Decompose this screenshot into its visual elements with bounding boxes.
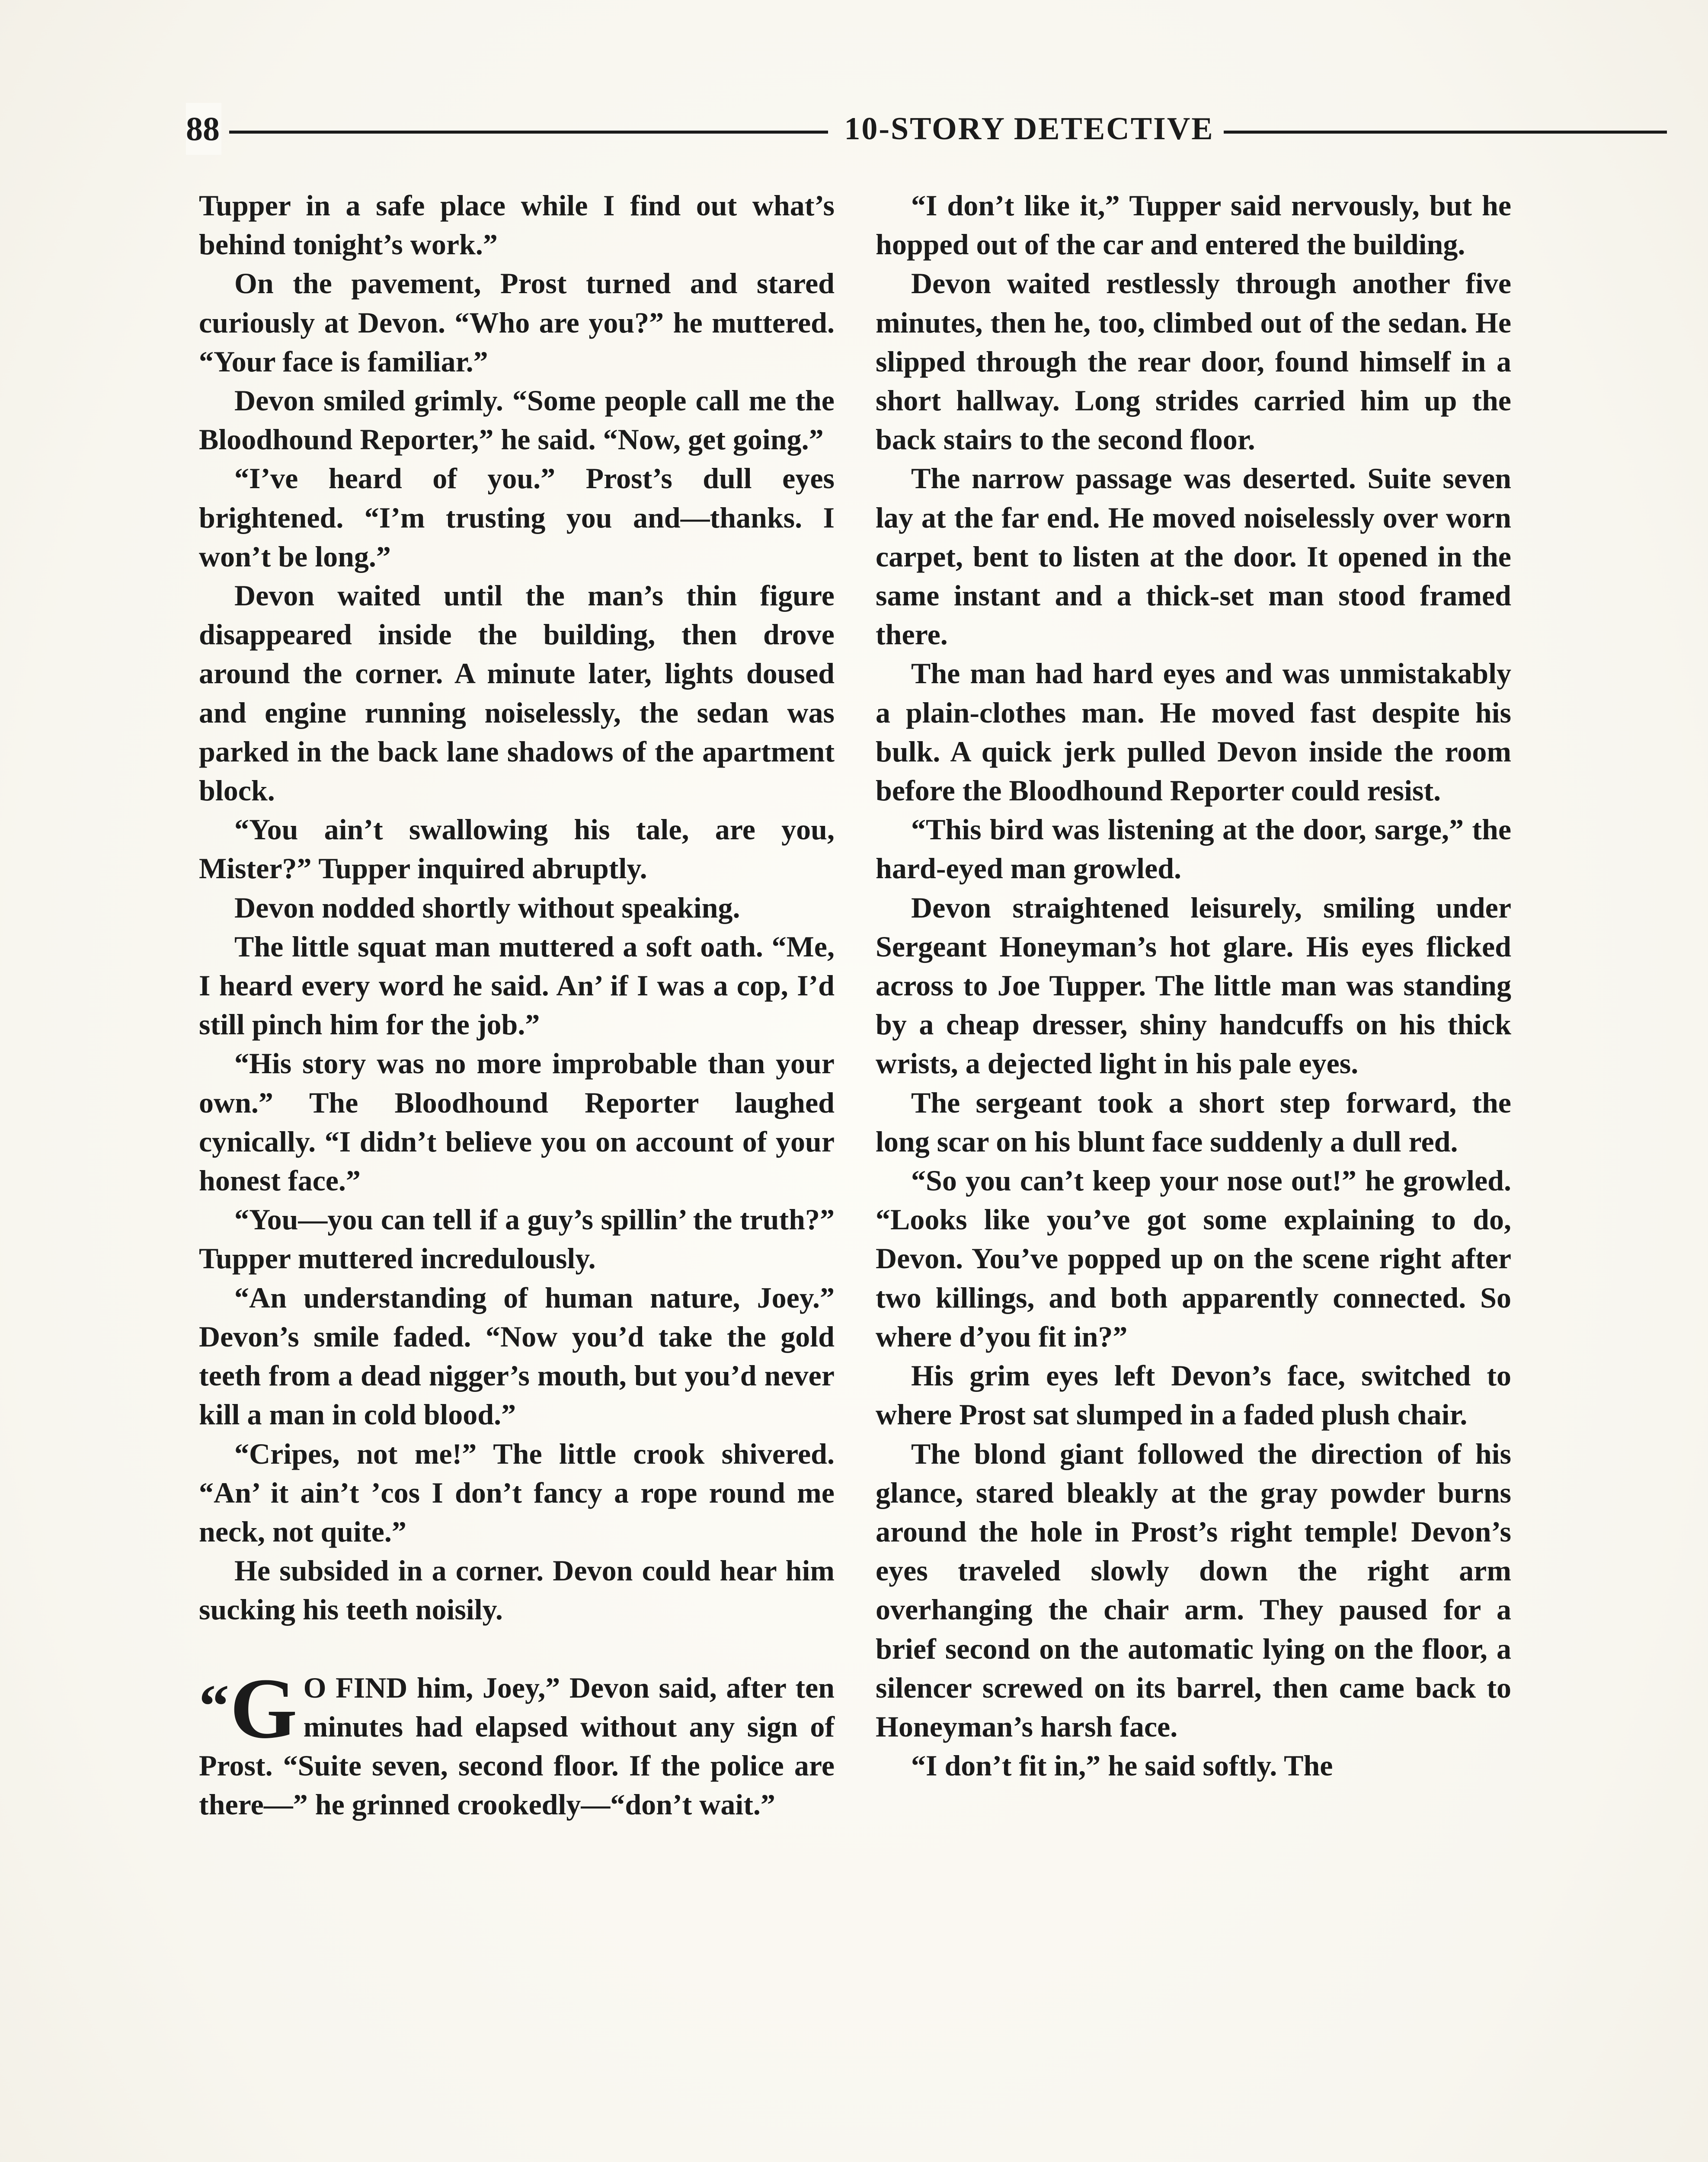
paragraph: “His story was no more improbable than your own.” The Bloodhound Reporter laughed cynically. “I didn’t believe you on account of your honest face.” — [199, 1047, 835, 1197]
header-rule-right — [1224, 131, 1667, 134]
paragraph: The man had hard eyes and was unmistakably a plain-clothes man. He moved fast despite his bulk. A quick jerk pulled Devon inside the room before the Bloodhound Reporter could resist. — [876, 657, 1511, 807]
paragraph: “I don’t like it,” Tupper said nervously, but he hopped out of the car and entered the building. — [876, 189, 1511, 261]
left-column — [199, 186, 835, 1824]
paragraph: “You ain’t swallowing his tale, are you, Mister?” Tupper inquired abruptly. — [199, 813, 835, 885]
running-head — [186, 103, 1494, 155]
paragraph: Devon straightened leisurely, smiling under Sergeant Honeyman’s hot glare. His eyes flicked across to Joe Tupper. The little man was standing by a cheap dresser, shiny handcuffs on his thick wrists, a dejected light in his pale eyes. — [876, 891, 1511, 1080]
paragraph: Devon waited until the man’s thin figure disappeared inside the building, then drove around the corner. A minute later, lights doused and engine running noiselessly, the sedan was parked in the back lane shadows of the apartment block. — [199, 579, 835, 807]
dropcap-paragraph-text: O FIND him, Joey,” Devon said, after ten minutes had elapsed without any sign of Prost. “Suite seven, second floor. If the police are there—” he grinned crookedly—“don’t wait.” — [199, 1671, 835, 1821]
drop-cap — [199, 1660, 297, 1756]
paragraph: The narrow passage was deserted. Suite seven lay at the far end. He moved noiselessly over worn carpet, bent to listen at the door. It opened in the same instant and a thick-set man stood framed there. — [876, 462, 1511, 651]
right-column — [876, 186, 1511, 1785]
paragraph: He subsided in a corner. Devon could hear him sucking his teeth noisily. — [199, 1554, 835, 1626]
paragraph: “An understanding of human nature, Joey.” Devon’s smile faded. “Now you’d take the gold teeth from a dead nigger’s mouth, but you’d never kill a man in cold blood.” — [199, 1281, 835, 1431]
paragraph: “You—you can tell if a guy’s spillin’ the truth?” Tupper muttered incredulously. — [199, 1203, 835, 1275]
paragraph: The blond giant followed the direction of his glance, stared bleakly at the gray powder burns around the hole in Prost’s right temple! Devon’s eyes traveled slowly down the right arm overhanging the chair arm. They paused for a brief second on the automatic lying on the floor, a silencer screwed on its barrel, then came back to Honeyman’s harsh face. — [876, 1437, 1511, 1743]
paragraph: “This bird was listening at the door, sarge,” the hard-eyed man growled. — [876, 813, 1511, 885]
magazine-title: 10-STORY DETECTIVE — [844, 111, 1214, 147]
paragraph: “So you can’t keep your nose out!” he growled. “Looks like you’ve got some explaining to do, Devon. You’ve popped up on the scene right after two killings, and both apparently connected. So where d’you fit in?” — [876, 1164, 1511, 1353]
paragraph: His grim eyes left Devon’s face, switched to where Prost sat slumped in a faded plush chair. — [876, 1359, 1511, 1431]
paragraph: Devon waited restlessly through another five minutes, then he, too, climbed out of the sedan. He slipped through the rear door, found himself in a short hallway. Long strides carried him up the back stairs to the second floor. — [876, 267, 1511, 456]
paragraph: Devon nodded shortly without speaking. — [234, 891, 740, 924]
paragraph: “I don’t fit in,” he said softly. The — [911, 1749, 1333, 1782]
dropcap-paragraph — [199, 1660, 835, 1824]
header-rule-left — [229, 131, 828, 134]
paragraph: “Cripes, not me!” The little crook shivered. “An’ it ain’t ’cos I don’t fancy a rope round me neck, not quite.” — [199, 1437, 835, 1548]
paragraph: On the pavement, Prost turned and stared curiously at Devon. “Who are you?” he muttered. “Your face is familiar.” — [199, 267, 835, 378]
paragraph: The sergeant took a short step forward, the long scar on his blunt face suddenly a dull red. — [876, 1086, 1511, 1158]
drop-cap-letter: G — [230, 1660, 297, 1756]
drop-cap-quote: “ — [199, 1672, 229, 1740]
paragraph: “I’ve heard of you.” Prost’s dull eyes brightened. “I’m trusting you and—thanks. I won’t be long.” — [199, 462, 835, 573]
paragraph: The little squat man muttered a soft oath. “Me, I heard every word he said. An’ if I was a cop, I’d still pinch him for the job.” — [199, 930, 835, 1041]
page-number: 88 — [186, 103, 221, 155]
paragraph: Tupper in a safe place while I find out what’s behind tonight’s work.” — [199, 189, 835, 261]
paragraph: Devon smiled grimly. “Some people call me the Bloodhound Reporter,” he said. “Now, get going.” — [199, 384, 835, 456]
